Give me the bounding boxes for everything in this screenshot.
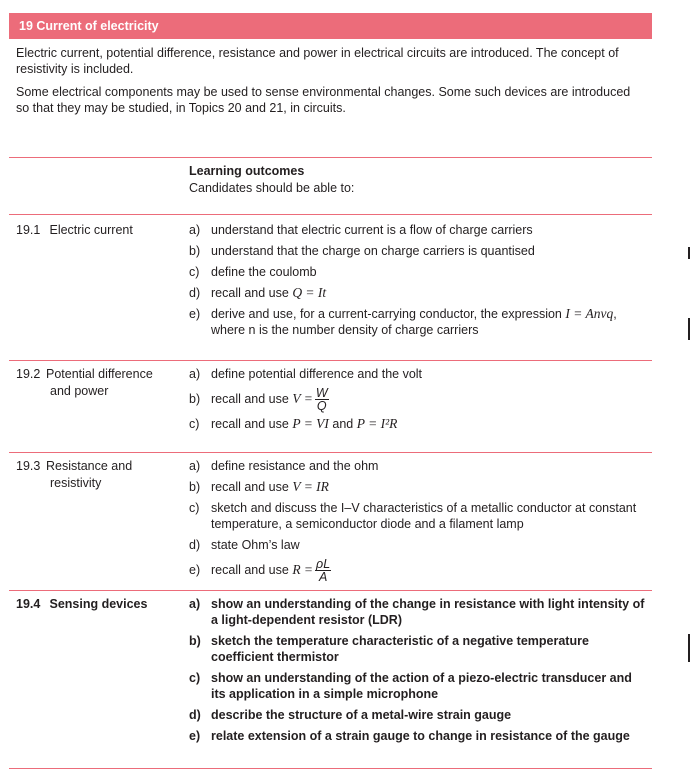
item-marker: c) (189, 265, 200, 279)
topic-number: 19.1 (16, 223, 41, 237)
list-item (189, 500, 649, 532)
topic-19-2-label (16, 366, 153, 400)
topic-title: Sensing devices (49, 597, 148, 611)
list-item (189, 633, 649, 665)
item-text-mid: and (328, 417, 357, 431)
item-text: derive and use, for a current-carrying conductor, the expression (211, 307, 562, 321)
table-bottom-rule (9, 768, 652, 769)
item-marker: d) (189, 286, 201, 300)
item-marker: a) (189, 597, 201, 611)
topic-19-3-label (16, 458, 132, 492)
item-text: show an understanding of the action of a piezo-electric transducer and its application in a simple microphone (211, 671, 632, 701)
topic-19-1-outcomes (189, 222, 649, 343)
change-bar (688, 247, 690, 259)
item-text: define potential difference and the volt (211, 367, 423, 381)
fraction (315, 387, 329, 412)
topic-number: 19.4 (16, 597, 41, 611)
item-marker: a) (189, 223, 201, 237)
intro-paragraph-1: Electric current, potential difference, resistance and power in electrical circuits are introduced. The concept of resistivity is included. (16, 46, 619, 76)
item-marker: b) (189, 480, 201, 494)
list-item (189, 386, 649, 414)
topic-19-4-outcomes (189, 596, 649, 749)
item-marker: c) (189, 671, 201, 685)
learning-outcomes-subheading: Candidates should be able to: (189, 181, 355, 195)
list-item (189, 416, 649, 432)
fraction-denominator: A (318, 570, 328, 585)
learning-outcomes-header (189, 163, 354, 197)
item-marker: e) (189, 563, 201, 577)
item-marker: a) (189, 367, 201, 381)
item-text: recall and use (211, 480, 289, 494)
fraction (315, 558, 331, 583)
list-item (189, 728, 649, 744)
item-text: relate extension of a strain gauge to change in resistance of the gauge (211, 729, 630, 743)
list-item (189, 458, 649, 474)
list-item (189, 243, 649, 259)
formula: V = IR (292, 479, 329, 494)
topic-title: Potential difference (46, 367, 153, 381)
item-text: recall and use (211, 563, 289, 577)
topic-title-cont: and power (50, 384, 109, 398)
formula: Q = It (292, 285, 327, 300)
list-item (189, 285, 649, 301)
item-text: describe the structure of a metal-wire strain gauge (211, 708, 512, 722)
list-item (189, 479, 649, 495)
topic-19-2-outcomes (189, 366, 649, 437)
section-header (9, 13, 652, 39)
row-rule (9, 214, 652, 215)
list-item (189, 596, 649, 628)
item-text: sketch and discuss the I–V characteristics of a metallic conductor at constant temperature, a semiconductor diode and a filament lamp (211, 501, 637, 531)
list-item (189, 707, 649, 723)
item-text: state Ohm’s law (211, 538, 300, 552)
fraction-denominator: Q (316, 399, 327, 414)
item-text: define resistance and the ohm (211, 459, 379, 473)
fraction-numerator: ρL (316, 557, 331, 572)
item-marker: e) (189, 729, 201, 743)
list-item (189, 557, 649, 585)
section-title: 19 Current of electricity (19, 19, 159, 33)
item-marker: c) (189, 501, 200, 515)
list-item (189, 306, 649, 338)
row-rule (9, 452, 652, 453)
item-text: show an understanding of the change in resistance with light intensity of a light-dependent resistor (LDR) (211, 597, 645, 627)
item-marker: b) (189, 634, 201, 648)
list-item (189, 222, 649, 238)
item-text: define the coulomb (211, 265, 317, 279)
intro-paragraph-2: Some electrical components may be used to sense environmental changes. Some such devices are introduced so that they may be studied, in Topics 20 and 21, in circuits. (16, 85, 631, 115)
topic-title-cont: resistivity (50, 476, 102, 490)
item-marker: b) (189, 392, 201, 406)
learning-outcomes-heading: Learning outcomes (189, 164, 305, 178)
change-bar (688, 318, 690, 340)
topic-number: 19.2 (16, 367, 41, 381)
item-text: recall and use (211, 286, 289, 300)
topic-19-3-outcomes (189, 458, 649, 587)
formula-lhs: V = (292, 391, 313, 406)
list-item (189, 537, 649, 553)
topic-title: Resistance and (46, 459, 133, 473)
topic-number: 19.3 (16, 459, 41, 473)
item-marker: e) (189, 307, 201, 321)
row-rule (9, 590, 652, 591)
item-marker: a) (189, 459, 201, 473)
list-item (189, 366, 649, 382)
formula: P = I²R (356, 416, 398, 431)
item-marker: d) (189, 538, 201, 552)
formula: P = VI (292, 416, 329, 431)
item-text: understand that the charge on charge carriers is quantised (211, 244, 535, 258)
row-rule (9, 360, 652, 361)
list-item (189, 670, 649, 702)
topic-title: Electric current (49, 223, 133, 237)
list-item (189, 264, 649, 280)
item-marker: d) (189, 708, 201, 722)
item-marker: b) (189, 244, 201, 258)
item-text: understand that electric current is a flow of charge carriers (211, 223, 533, 237)
item-text-after: , where n is the number density of charge carriers (211, 307, 617, 337)
table-top-rule (9, 157, 652, 158)
formula: I = Anvq (565, 306, 614, 321)
fraction-numerator: W (315, 386, 328, 401)
item-text: sketch the temperature characteristic of a negative temperature coefficient thermistor (211, 634, 589, 664)
topic-19-4-label (16, 596, 147, 613)
change-bar (688, 634, 690, 662)
item-text: recall and use (211, 392, 289, 406)
formula-lhs: R = (292, 562, 314, 577)
item-text: recall and use (211, 417, 289, 431)
item-marker: c) (189, 417, 200, 431)
topic-19-1-label (16, 222, 133, 239)
